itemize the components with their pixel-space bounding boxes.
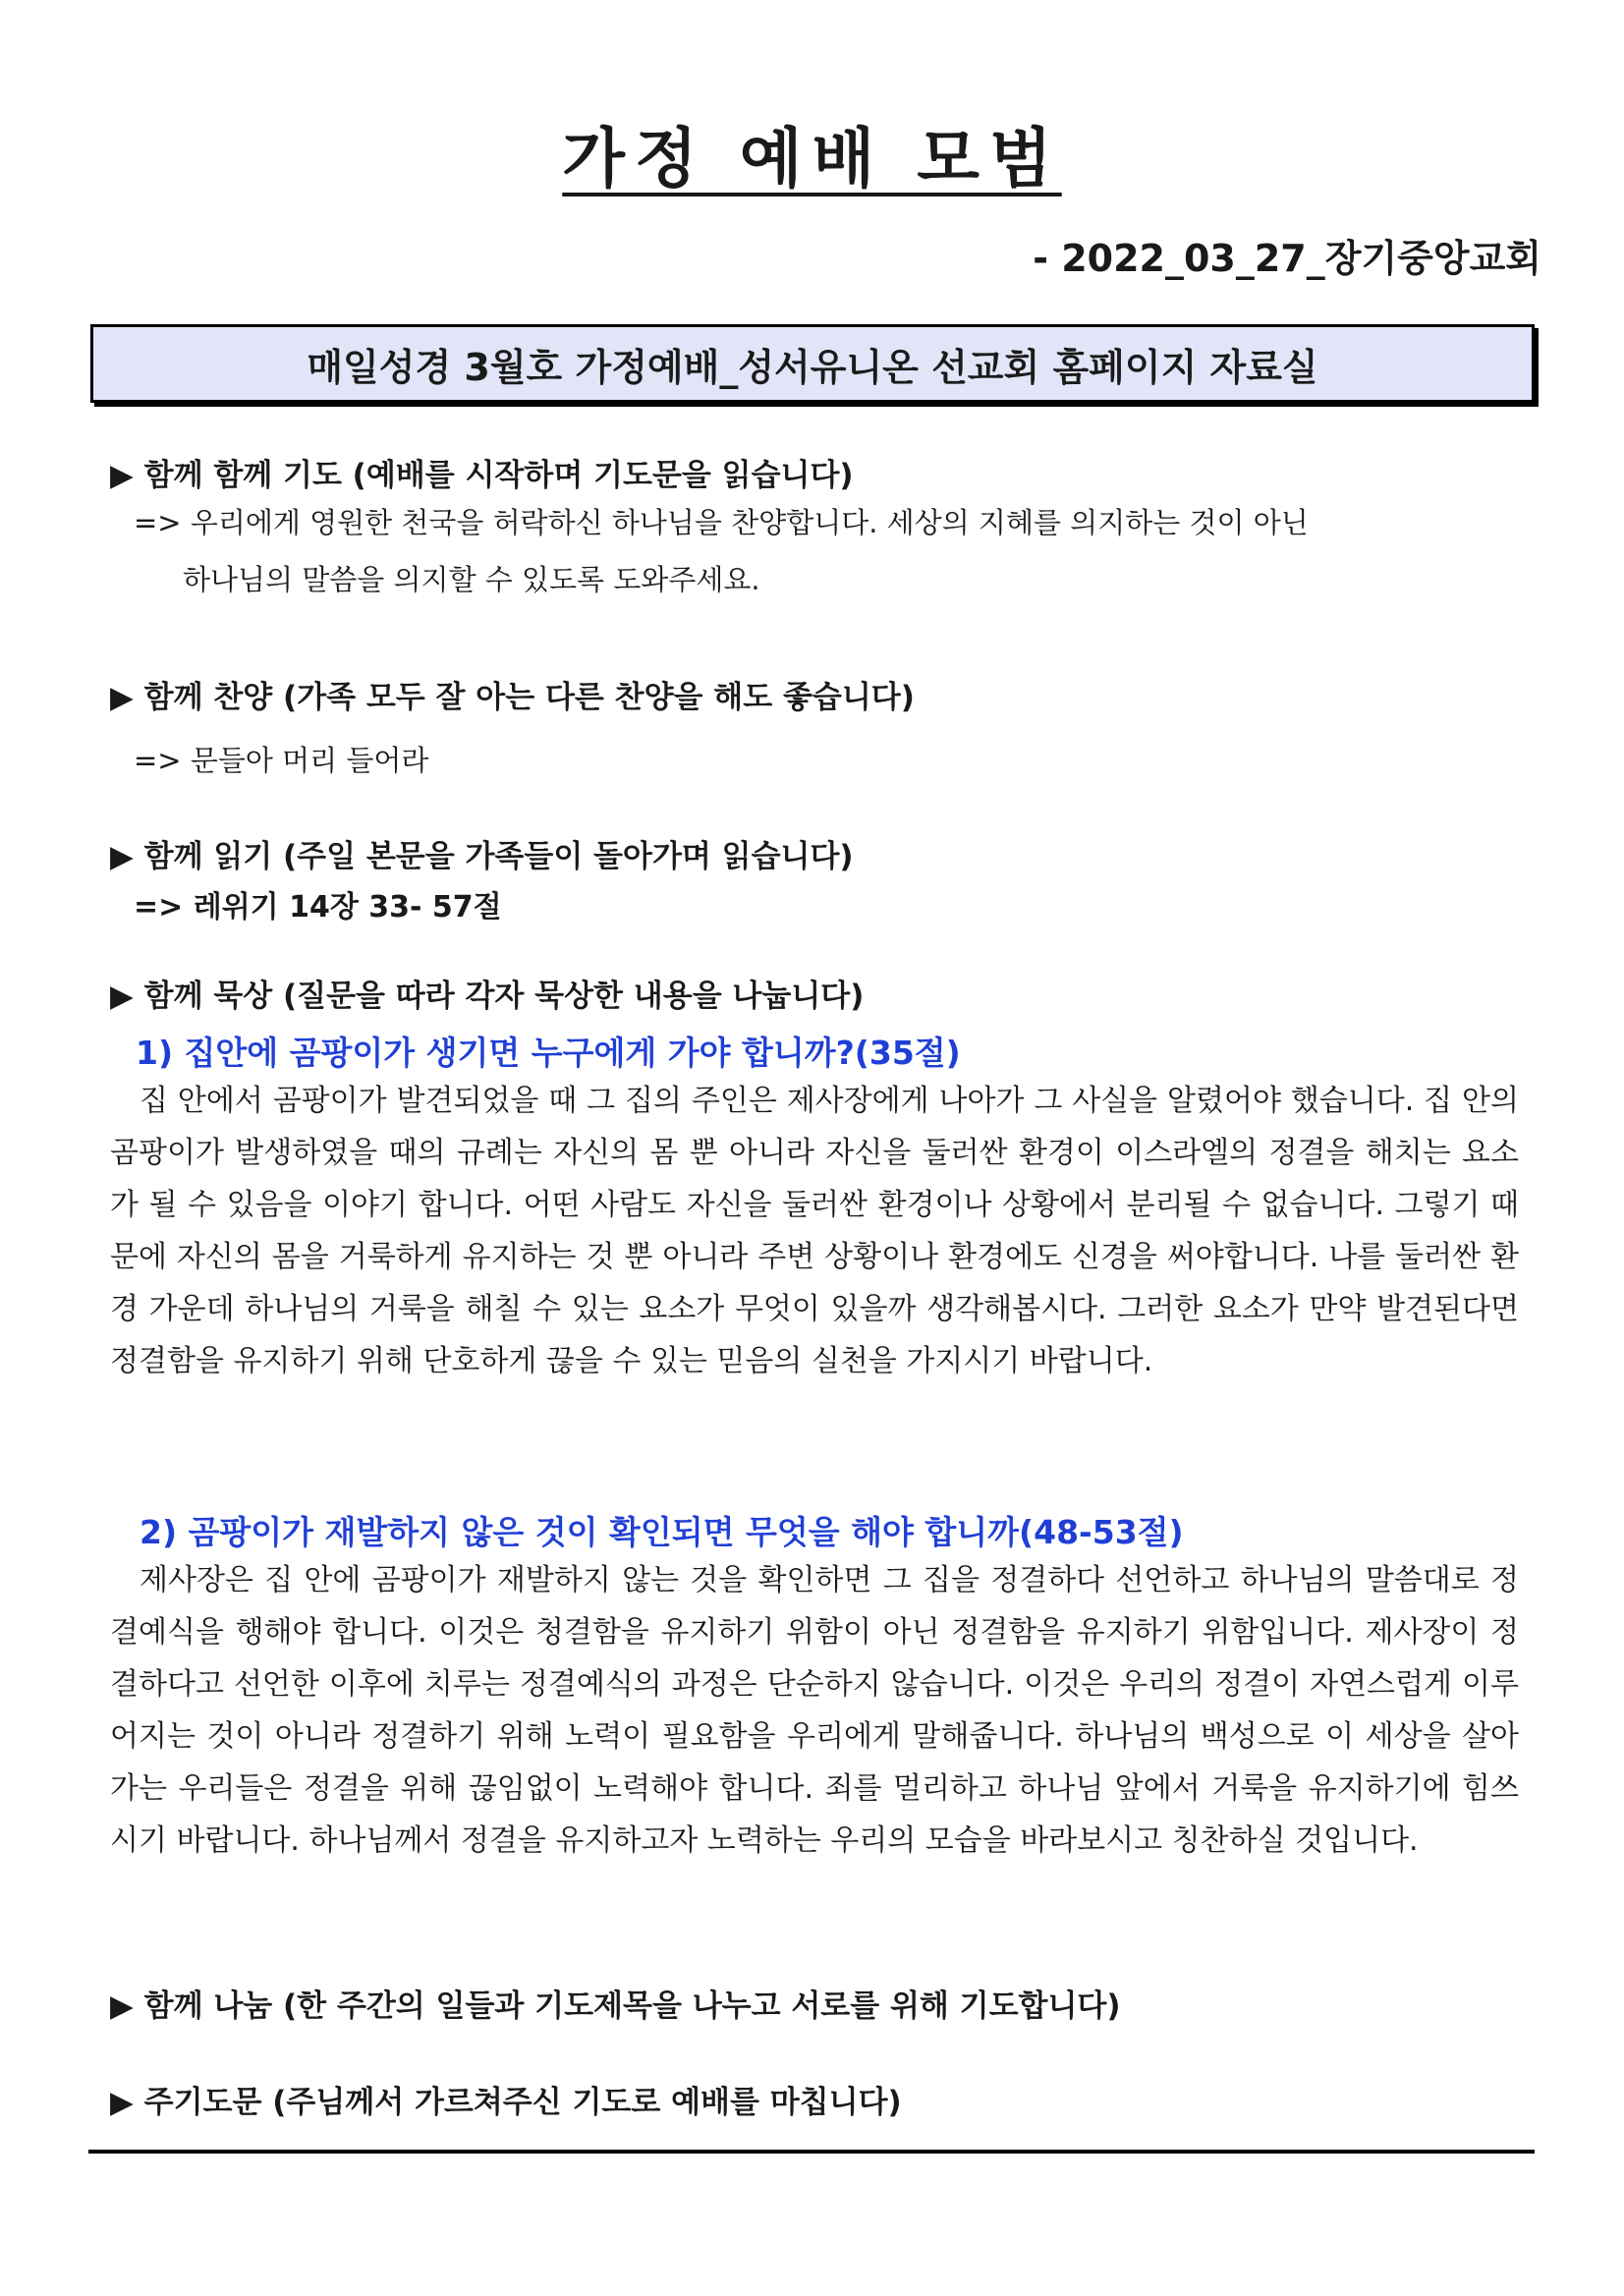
meditation-heading: ▶ 함께 묵상 (질문을 따라 각자 묵상한 내용을 나눕니다) [110,979,865,1014]
question-2: 2) 곰팡이가 재발하지 않은 것이 확인되면 무엇을 해야 합니까(48-53절) [140,1513,1184,1551]
sharing-heading: ▶ 함께 나눔 (한 주간의 일들과 기도제목을 나누고 서로를 위해 기도합니다) [110,1988,1121,2024]
question-1: 1) 집안에 곰팡이가 생기면 누구에게 가야 합니까?(35절) [136,1034,961,1072]
praise-heading: ▶ 함께 찬양 (가족 모두 잘 아는 다른 찬양을 해도 좋습니다) [110,680,915,715]
date-church-line: - 2022_03_27_장기중앙교회 [1033,237,1541,280]
bottom-divider [88,2150,1535,2154]
source-banner [90,324,1535,403]
answer-1-paragraph: 집 안에서 곰팡이가 발견되었을 때 그 집의 주인은 제사장에게 나아가 그 사실을 알렸어야 했습니다. 집 안의 곰팡이가 발생하였을 때의 규례는 자신의 몸 뿐 아니라 자신을 둘러싼 환경이 이스라엘의 정결을 해치는 요소가 될 수 있음을 이야기 합니다. 어떤 사람도 자신을 둘러싼 환경이나 상황에서 분리될 수 없습니다. 그렇기 때문에 자신의 몸을 거룩하게 유지하는 것 뿐 아니라 주변 상황이나 환경에도 신경을 써야합니다. 나를 둘러싼 환경 가운데 하나님의 거룩을 해칠 수 있는 요소가 무엇이 있을까 생각해봅시다. 그러한 요소가 만약 발견된다면 정결함을 유지하기 위해 단호하게 끊을 수 있는 믿음의 실천을 가지시기 바랍니다. [110,1084,1519,1378]
reading-passage: => 레위기 14장 33- 57절 [134,890,502,924]
prayer-text-line1: => 우리에게 영원한 천국을 허락하신 하나님을 찬양합니다. 세상의 지혜를 의지하는 것이 아닌 [134,506,1309,539]
reading-heading: ▶ 함께 읽기 (주일 본문을 가족들이 돌아가며 읽습니다) [110,839,854,874]
answer-2-paragraph: 제사장은 집 안에 곰팡이가 재발하지 않는 것을 확인하면 그 집을 정결하다 선언하고 하나님의 말씀대로 정결예식을 행해야 합니다. 이것은 청결함을 유지하기 위함이 아닌 정결함을 유지하기 위함입니다. 제사장이 정결하다고 선언한 이후에 치루는 정결예식의 과정은 단순하지 않습니다. 이것은 우리의 정결이 자연스럽게 이루어지는 것이 아니라 정결하기 위해 노력이 필요함을 우리에게 말해줍니다. 하나님의 백성으로 이 세상을 살아가는 우리들은 정결을 위해 끊임없이 노력해야 합니다. 죄를 멀리하고 하나님 앞에서 거룩을 유지하기에 힘쓰시기 바랍니다. 하나님께서 정결을 유지하고자 노력하는 우리의 모습을 바라보시고 칭찬하실 것입니다. [110,1563,1519,1858]
page-title [0,106,1624,199]
source-banner-text: 매일성경 3월호 가정예배_성서유니온 선교회 홈페이지 자료실 [307,345,1318,389]
page-title-text: 가정 예배 모범 [562,121,1062,196]
prayer-heading: ▶ 함께 함께 기도 (예배를 시작하며 기도문을 읽습니다) [110,458,854,493]
prayer-text-line2: 하나님의 말씀을 의지할 수 있도록 도와주세요. [183,563,760,596]
lords-prayer-heading: ▶ 주기도문 (주님께서 가르쳐주신 기도로 예배를 마칩니다) [110,2085,902,2120]
praise-song: => 문들아 머리 들어라 [134,744,429,777]
